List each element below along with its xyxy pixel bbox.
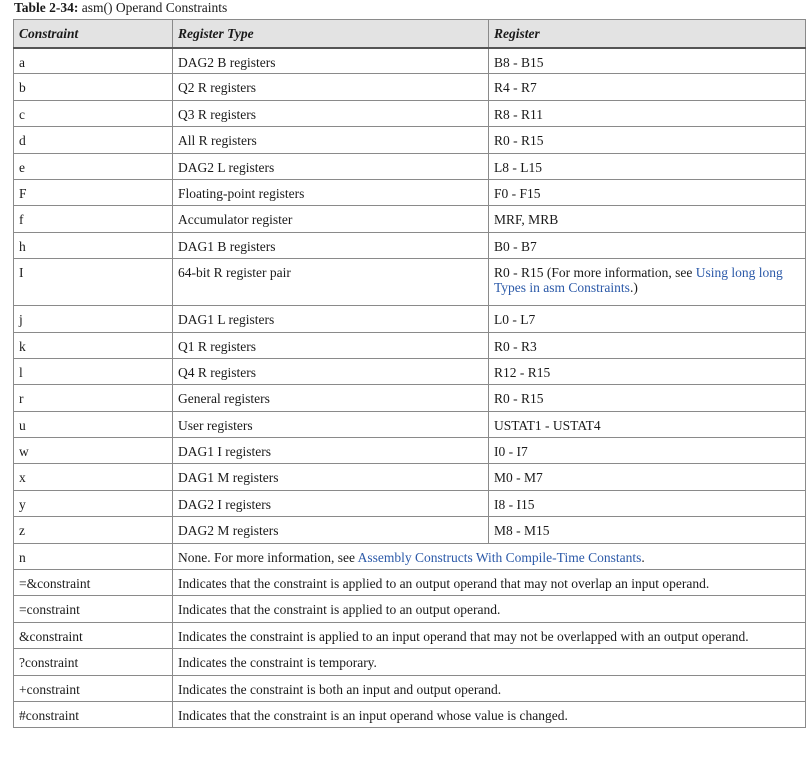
table-row xyxy=(14,649,806,675)
table-row xyxy=(14,543,806,569)
constraint-cell: z xyxy=(14,517,173,543)
constraint-cell: =&constraint xyxy=(14,570,173,596)
description-text: Indicates the constraint is both an input and output operand. xyxy=(178,681,502,697)
description-text: Indicates the constraint is temporary. xyxy=(178,655,377,671)
register-cell: I0 - I7 xyxy=(489,438,806,464)
register-type-cell: DAG1 M registers xyxy=(173,464,489,490)
header-row xyxy=(14,20,806,48)
register-type-cell: DAG2 L registers xyxy=(173,153,489,179)
register-type-cell: Q1 R registers xyxy=(173,332,489,358)
register-cell: R0 - R3 xyxy=(489,332,806,358)
register-cell: M8 - M15 xyxy=(489,517,806,543)
table-row xyxy=(14,622,806,648)
register-type-cell: DAG2 M registers xyxy=(173,517,489,543)
header-register-type: Register Type xyxy=(173,20,489,48)
operand-constraints-table xyxy=(13,19,806,728)
description-cell xyxy=(173,649,806,675)
constraint-cell: n xyxy=(14,543,173,569)
register-cell xyxy=(489,259,806,306)
description-suffix: . xyxy=(641,549,645,565)
constraint-cell: &constraint xyxy=(14,622,173,648)
cross-reference-link[interactable]: Using long long Types in asm Constraints xyxy=(494,265,783,296)
register-type-cell: Q4 R registers xyxy=(173,358,489,384)
table-row xyxy=(14,438,806,464)
description-cell xyxy=(173,596,806,622)
header-constraint: Constraint xyxy=(14,20,173,48)
constraint-cell: h xyxy=(14,232,173,258)
register-cell: R8 - R11 xyxy=(489,100,806,126)
table-row xyxy=(14,358,806,384)
table-row xyxy=(14,48,806,74)
register-cell: F0 - F15 xyxy=(489,179,806,205)
constraint-cell: x xyxy=(14,464,173,490)
constraint-cell: c xyxy=(14,100,173,126)
table-row xyxy=(14,206,806,232)
table-row xyxy=(14,596,806,622)
register-cell: B8 - B15 xyxy=(489,48,806,74)
caption-title: asm() Operand Constraints xyxy=(78,0,228,15)
register-cell: L8 - L15 xyxy=(489,153,806,179)
table-row xyxy=(14,385,806,411)
table-row xyxy=(14,153,806,179)
description-text: None. For more information, see xyxy=(178,549,358,565)
description-text: Indicates that the constraint is applied to an output operand. xyxy=(178,602,501,618)
table-row xyxy=(14,127,806,153)
register-suffix: .) xyxy=(629,280,638,296)
register-type-cell: Q3 R registers xyxy=(173,100,489,126)
constraint-cell: =constraint xyxy=(14,596,173,622)
constraint-cell: j xyxy=(14,306,173,332)
description-cell xyxy=(173,675,806,701)
register-type-cell: DAG1 I registers xyxy=(173,438,489,464)
table-row xyxy=(14,517,806,543)
constraint-cell: +constraint xyxy=(14,675,173,701)
register-cell: L0 - L7 xyxy=(489,306,806,332)
table-row xyxy=(14,411,806,437)
description-text: Indicates the constraint is applied to an input operand that may not be overlapped with an output operand. xyxy=(178,628,749,644)
constraint-cell: u xyxy=(14,411,173,437)
register-type-cell: General registers xyxy=(173,385,489,411)
constraint-cell: f xyxy=(14,206,173,232)
constraint-cell: l xyxy=(14,358,173,384)
table-row xyxy=(14,464,806,490)
register-cell: MRF, MRB xyxy=(489,206,806,232)
constraint-cell: k xyxy=(14,332,173,358)
constraint-cell: d xyxy=(14,127,173,153)
constraint-cell: a xyxy=(14,48,173,74)
constraint-cell: #constraint xyxy=(14,701,173,727)
table-body xyxy=(14,48,806,728)
constraint-cell: w xyxy=(14,438,173,464)
register-type-cell: All R registers xyxy=(173,127,489,153)
header-register: Register xyxy=(489,20,806,48)
register-cell: R12 - R15 xyxy=(489,358,806,384)
register-cell: R4 - R7 xyxy=(489,74,806,100)
register-type-cell: DAG2 I registers xyxy=(173,490,489,516)
constraint-cell: ?constraint xyxy=(14,649,173,675)
register-cell: M0 - M7 xyxy=(489,464,806,490)
register-type-cell: DAG2 B registers xyxy=(173,48,489,74)
table-row xyxy=(14,675,806,701)
description-cell xyxy=(173,570,806,596)
constraint-cell: b xyxy=(14,74,173,100)
register-type-cell: 64-bit R register pair xyxy=(173,259,489,306)
table-row xyxy=(14,332,806,358)
register-type-cell: Floating-point registers xyxy=(173,179,489,205)
description-text: Indicates that the constraint is applied to an output operand that may not overlap an input operand. xyxy=(178,576,710,592)
table-row xyxy=(14,701,806,727)
register-cell: R0 - R15 xyxy=(489,127,806,153)
table-row xyxy=(14,100,806,126)
table-row xyxy=(14,232,806,258)
constraint-cell: F xyxy=(14,179,173,205)
constraint-cell: e xyxy=(14,153,173,179)
register-type-cell: User registers xyxy=(173,411,489,437)
register-cell: USTAT1 - USTAT4 xyxy=(489,411,806,437)
register-type-cell: DAG1 B registers xyxy=(173,232,489,258)
register-text: R0 - R15 (For more information, see xyxy=(494,265,696,281)
register-cell: R0 - R15 xyxy=(489,385,806,411)
constraint-cell: I xyxy=(14,259,173,306)
description-cell xyxy=(173,701,806,727)
description-cell xyxy=(173,622,806,648)
register-type-cell: DAG1 L registers xyxy=(173,306,489,332)
register-cell: I8 - I15 xyxy=(489,490,806,516)
caption-label: Table 2-34: xyxy=(14,0,79,15)
register-type-cell: Accumulator register xyxy=(173,206,489,232)
table-row xyxy=(14,179,806,205)
cross-reference-link[interactable]: Assembly Constructs With Compile-Time Constants xyxy=(357,549,642,565)
description-text: Indicates that the constraint is an input operand whose value is changed. xyxy=(178,707,568,723)
table-row xyxy=(14,259,806,306)
table-row xyxy=(14,74,806,100)
table-caption xyxy=(14,0,227,15)
register-type-cell: Q2 R registers xyxy=(173,74,489,100)
description-cell xyxy=(173,543,806,569)
table-row xyxy=(14,570,806,596)
table-row xyxy=(14,306,806,332)
constraint-cell: y xyxy=(14,490,173,516)
register-cell: B0 - B7 xyxy=(489,232,806,258)
constraint-cell: r xyxy=(14,385,173,411)
table-row xyxy=(14,490,806,516)
